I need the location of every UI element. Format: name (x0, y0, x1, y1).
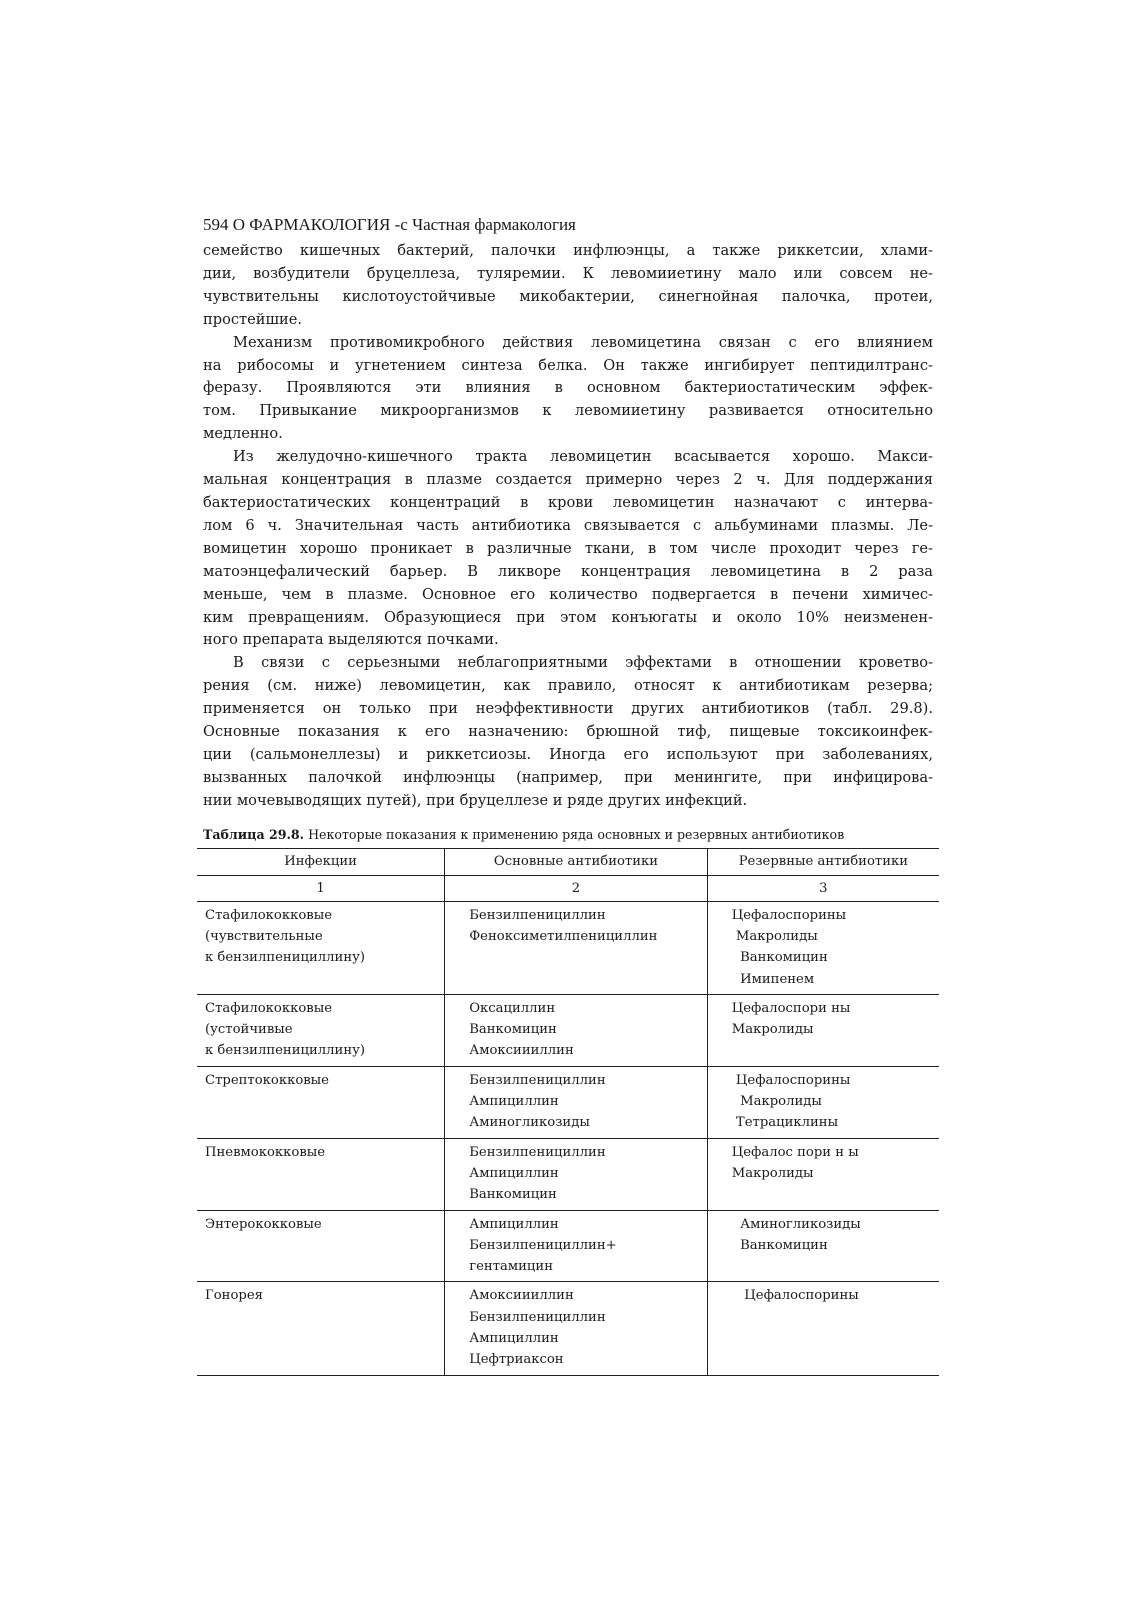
text-line: ного препарата выделяются почками. (203, 631, 499, 649)
cell-content (445, 1067, 707, 1138)
cell-line: Энтерококковые (205, 1216, 322, 1232)
cell-content (708, 1211, 939, 1261)
cell-line: (чувствительные (205, 928, 323, 944)
cell-line: (устойчивые (205, 1022, 293, 1038)
cell-line: Тетрациклины (731, 1115, 839, 1131)
running-head: 594 О ФАРМАКОЛОГИЯ -с Частная фармакология (203, 215, 576, 234)
table-caption-text: Некоторые показания к применению ряда основных и резервных антибиотиков (308, 826, 845, 842)
cell-content (708, 1282, 939, 1310)
cell-content (708, 1067, 939, 1138)
cell-line: Гонорея (205, 1288, 263, 1304)
main-antibiotics-cell (445, 1210, 708, 1282)
text-line: ким превращениям. Образующиеся при этом конъюгаты и около 10% неизменен- (203, 608, 933, 626)
column-header: Основные антибиотики (445, 848, 708, 875)
main-antibiotics-cell (445, 1138, 708, 1210)
text-line: дии, возбудители бруцеллеза, туляремии. К левомииетину мало или совсем не- (203, 264, 933, 282)
cell-content (197, 1067, 444, 1095)
cell-line: Аминогликозиды (469, 1115, 590, 1131)
text-line: медленно. (203, 425, 283, 443)
cell-line: Аминогликозиды (731, 1216, 861, 1232)
antibiotics-table (197, 848, 939, 1376)
infection-cell (197, 1138, 445, 1210)
paragraph-3 (203, 446, 933, 652)
text-line: меньше, чем в плазме. Основное его количество подвергается в печени химичес- (203, 585, 933, 603)
text-line: Из желудочно-кишечного тракта левомицетин всасывается хорошо. Макси- (233, 448, 933, 466)
table-row (197, 1138, 939, 1210)
cell-line: Цефалос пори н ы (731, 1144, 859, 1160)
text-line: феразу. Проявляются эти влияния в основном бактериостатическим эффек- (203, 379, 933, 397)
infection-cell (197, 1282, 445, 1375)
reserve-antibiotics-cell (707, 1138, 939, 1210)
cell-line: Цефалоспори ны (731, 1000, 851, 1016)
cell-line: Ампициллин (469, 1216, 559, 1232)
cell-content (445, 1211, 707, 1282)
column-number: 2 (445, 875, 708, 901)
table-row (197, 1066, 939, 1138)
table-body (197, 901, 939, 1375)
text-line: вызванных палочкой инфлюэнцы (например, при менингите, при инфицирова- (203, 768, 933, 786)
cell-line: к бензилпенициллину) (205, 950, 366, 966)
paragraph-1 (203, 240, 933, 332)
cell-line: Стрептококковые (205, 1072, 329, 1088)
cell-line: к бензилпенициллину) (205, 1043, 366, 1059)
infection-cell (197, 1210, 445, 1282)
cell-line: Ванкомицин (469, 1187, 557, 1203)
cell-content (708, 902, 939, 994)
cell-content (708, 995, 939, 1045)
reserve-antibiotics-cell (707, 901, 939, 994)
cell-line: Ванкомицин (469, 1022, 557, 1038)
cell-content (445, 995, 707, 1066)
text-line: нии мочевыводящих путей), при бруцеллезе и ряде других инфекций. (203, 791, 748, 809)
text-line: семейство кишечных бактерий, палочки инфлюэнцы, а также риккетсии, хлами- (203, 242, 933, 259)
reserve-antibiotics-cell (707, 1066, 939, 1138)
text-line: лом 6 ч. Значительная часть антибиотика связывается с альбуминами плазмы. Ле- (203, 516, 933, 534)
text-line: матоэнцефалический барьер. В ликворе концентрация левомицетина в 2 раза (203, 562, 933, 580)
cell-content (197, 1139, 444, 1167)
infection-cell (197, 901, 445, 994)
main-antibiotics-cell (445, 1282, 708, 1375)
text-line: мальная концентрация в плазме создается примерно через 2 ч. Для поддержания (203, 471, 933, 489)
cell-line: Макролиды (731, 1022, 814, 1038)
cell-line: Бензилпенициллин (469, 1072, 606, 1088)
text-line: Механизм противомикробного действия левомицетина связан с его влиянием (233, 333, 933, 351)
cell-content (197, 902, 444, 973)
cell-line: Бензилпенициллин (469, 1309, 606, 1325)
column-number: 1 (197, 875, 445, 901)
text-line: простейшие. (203, 310, 303, 328)
main-antibiotics-cell (445, 901, 708, 994)
cell-content (445, 1282, 707, 1374)
cell-line: Ампициллин (469, 1331, 559, 1346)
text-line: В связи с серьезными неблагоприятными эффектами в отношении кроветво- (233, 654, 933, 672)
column-number-row (197, 875, 939, 901)
main-antibiotics-cell (445, 1066, 708, 1138)
cell-line: Цефалоспорины (731, 1288, 859, 1304)
cell-line: Цефтриаксон (469, 1352, 564, 1368)
text-line: ции (сальмонеллезы) и риккетсиозы. Иногда его используют при заболеваниях, (203, 745, 933, 763)
text-line: Основные показания к его назначению: брюшной тиф, пищевые токсикоинфек- (203, 723, 933, 741)
cell-line: Бензилпенициллин (469, 1144, 606, 1160)
cell-line: Феноксиметилпенициллин (469, 928, 658, 944)
table-row (197, 1282, 939, 1375)
cell-line: Имипенем (731, 971, 815, 987)
cell-line: Амоксиииллин (469, 1043, 574, 1059)
text-line: на рибосомы и угнетением синтеза белка. Он также ингибирует пептидилтранс- (203, 356, 933, 374)
column-header: Резервные антибиотики (707, 848, 939, 875)
table-caption (203, 827, 933, 843)
cell-line: Ванкомицин (731, 950, 828, 966)
reserve-antibiotics-cell (707, 1210, 939, 1282)
table-row (197, 901, 939, 994)
column-number: 3 (707, 875, 939, 901)
page (203, 214, 933, 1376)
reserve-antibiotics-cell (707, 994, 939, 1066)
main-antibiotics-cell (445, 994, 708, 1066)
cell-line: Стафилококковые (205, 1000, 333, 1016)
cell-line: Оксациллин (469, 1000, 556, 1016)
column-header: Инфекции (197, 848, 445, 875)
text-line: рения (см. ниже) левомицетин, как правило, относят к антибиотикам резерва; (203, 677, 933, 695)
cell-line: Стафилококковые (205, 907, 333, 923)
infection-cell (197, 994, 445, 1066)
cell-content (708, 1139, 939, 1189)
cell-line: гентамицин (469, 1259, 553, 1275)
cell-content (197, 1211, 444, 1239)
cell-line: Макролиды (731, 1094, 822, 1110)
table-row (197, 994, 939, 1066)
text-line: бактериостатических концентраций в крови левомицетин назначают с интерва- (203, 493, 933, 511)
text-line: чувствительны кислотоустойчивые микобактерии, синегнойная палочка, протеи, (203, 287, 933, 305)
text-line: применяется он только при неэффективности других антибиотиков (табл. 29.8). (203, 700, 933, 718)
text-line: том. Привыкание микроорганизмов к левомииетину развивается относительно (203, 402, 933, 420)
cell-content (445, 902, 707, 952)
cell-line: Амоксиииллин (469, 1288, 574, 1304)
cell-line: Ванкомицин (731, 1237, 828, 1253)
text-line: вомицетин хорошо проникает в различные ткани, в том числе проходит через ге- (203, 539, 933, 557)
infection-cell (197, 1066, 445, 1138)
cell-line: Цефалоспорины (731, 1072, 851, 1088)
cell-line: Пневмококковые (205, 1144, 326, 1160)
cell-line: Макролиды (731, 928, 818, 944)
cell-content (445, 1139, 707, 1210)
body-text (203, 240, 933, 813)
cell-line: Бензилпенициллин (469, 907, 606, 923)
paragraph-2 (203, 332, 933, 447)
cell-content (197, 1282, 444, 1310)
cell-line: Цефалоспорины (731, 907, 847, 923)
table-caption-label: Таблица 29.8. (203, 826, 305, 842)
cell-content (197, 995, 444, 1066)
cell-line: Ампициллин (469, 1165, 559, 1181)
cell-line: Макролиды (731, 1165, 814, 1181)
table-row (197, 1210, 939, 1282)
reserve-antibiotics-cell (707, 1282, 939, 1375)
table-header-row (197, 848, 939, 875)
paragraph-4 (203, 652, 933, 812)
cell-line: Ампициллин (469, 1094, 559, 1110)
cell-line: Бензилпенициллин+ (469, 1237, 617, 1253)
